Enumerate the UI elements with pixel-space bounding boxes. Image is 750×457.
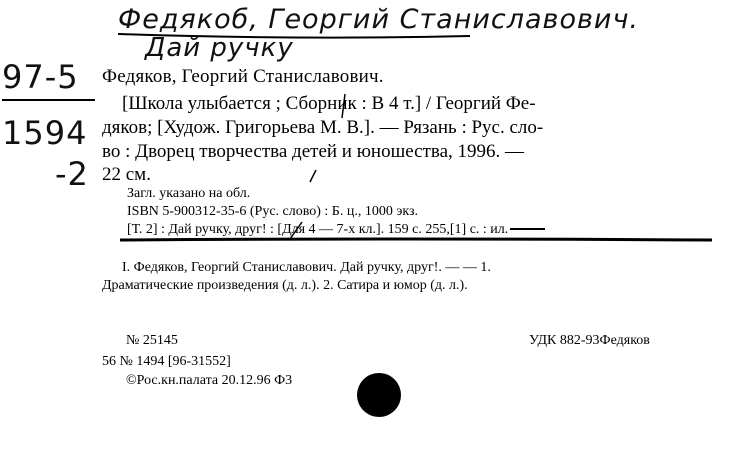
registration-code: 56 № 1494 [96-31552]: [102, 354, 231, 369]
tracing-line2: Драматические произведения (д. л.). 2. Сатира и юмор (д. л.).: [102, 278, 468, 293]
shelf-mark-1: 97-5: [2, 58, 79, 96]
udk-code: УДК 882-93Федяков: [529, 333, 650, 348]
entry-line3: во : Дворец творчества детей и юношества, 1996. —: [102, 141, 525, 162]
card-number: № 25145: [126, 333, 178, 348]
note-volume: [Т. 2] : Дай ручку, друг! : [Для 4 — 7-х кл.]. 159 с. 255,[1] с. : ил.: [127, 222, 509, 237]
note-title-source: Загл. указано на обл.: [127, 186, 251, 201]
punch-hole: [357, 373, 401, 417]
entry-heading: Федяков, Георгий Станиславович.: [102, 66, 384, 87]
handwritten-title-line2: Дай ручку: [145, 33, 294, 63]
note-isbn: ISBN 5-900312-35-6 (Рус. слово) : Б. ц., 1000 экз.: [127, 204, 418, 219]
entry-line2: дяков; [Худож. Григорьева М. В.]. — Рязань : Рус. сло-: [102, 117, 544, 138]
handwritten-title-line1: Федякоб, Георгий Станиславович.: [118, 4, 639, 35]
entry-line1: [Школа улыбается ; Сборник : В 4 т.] / Георгий Фе-: [122, 93, 536, 114]
tracing-line1: I. Федяков, Георгий Станиславович. Дай ручку, друг!. — — 1.: [122, 260, 491, 275]
shelf-mark-3: -2: [55, 155, 89, 193]
book-chamber-stamp: ©Рос.кн.палата 20.12.96 Ф3: [126, 373, 293, 388]
shelf-mark-2: 1594: [2, 114, 88, 152]
entry-line4: 22 см.: [102, 164, 151, 185]
